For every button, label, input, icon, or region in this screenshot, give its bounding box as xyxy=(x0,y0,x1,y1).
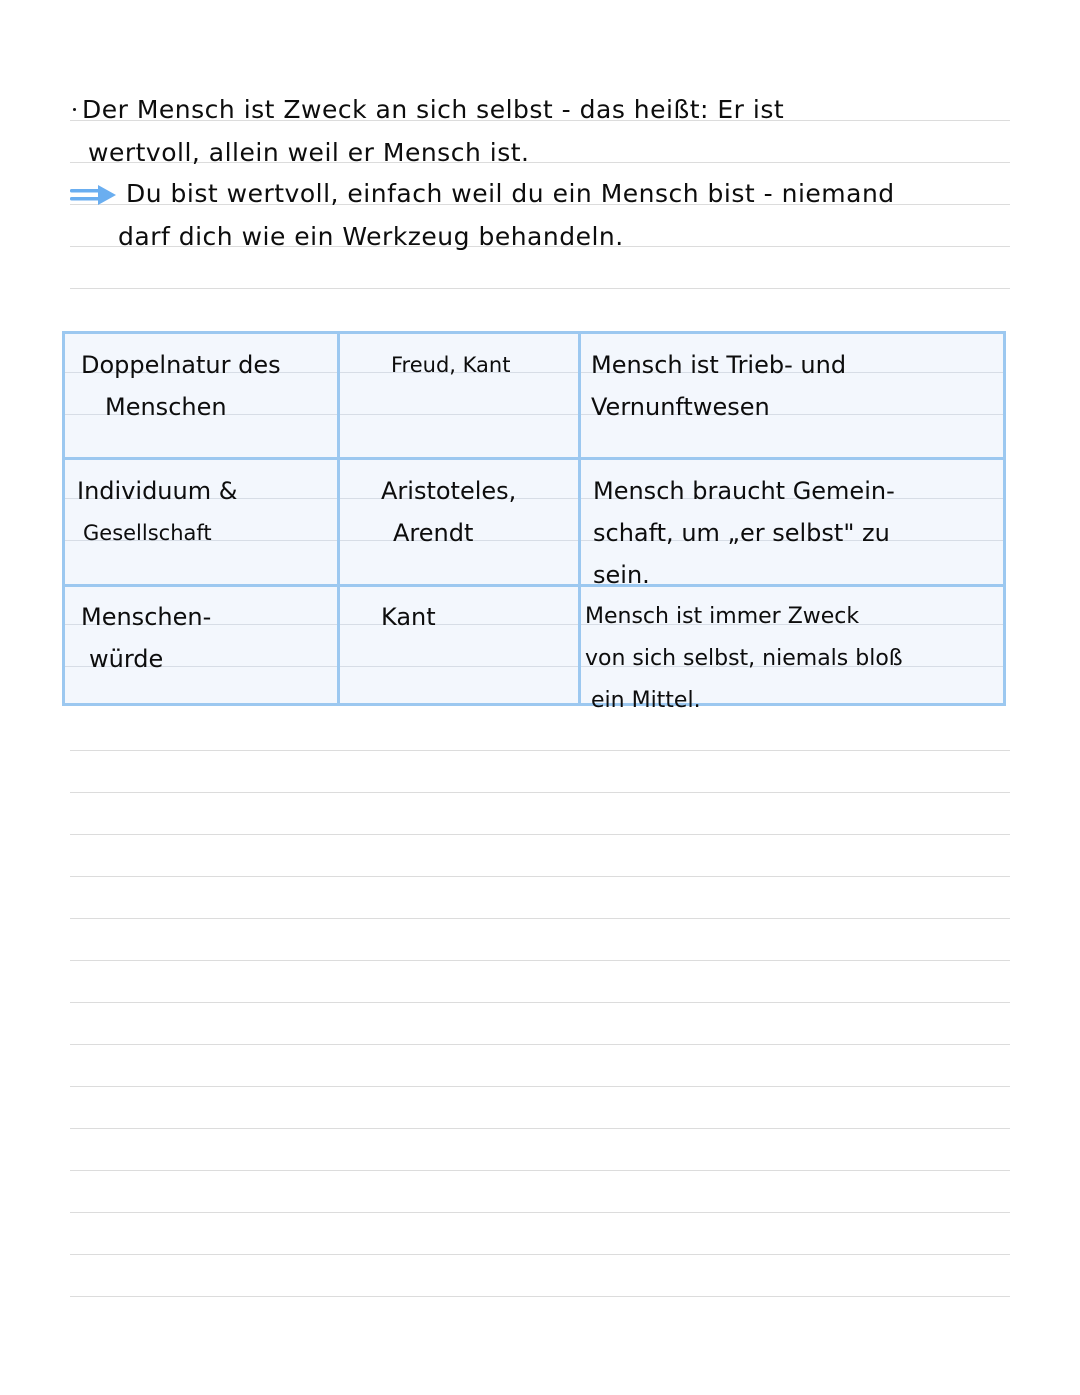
ruled-line xyxy=(70,918,1010,919)
double-arrow-right-icon xyxy=(70,184,116,206)
cell-topic: Individuum & Gesellschaft xyxy=(77,477,238,545)
ruled-line xyxy=(70,1086,1010,1087)
cell-summary: Mensch braucht Gemein- schaft, um „er selbst" zu sein. xyxy=(593,477,895,589)
cell-summary: Mensch ist immer Zweck von sich selbst, niemals bloß ein Mittel. xyxy=(585,604,903,713)
ruled-line xyxy=(70,750,1010,751)
ruled-line xyxy=(70,792,1010,793)
note-line-1: Der Mensch ist Zweck an sich selbst - das heißt: Er ist xyxy=(82,95,785,124)
summary-table xyxy=(62,331,1006,713)
bullet-dot xyxy=(73,108,76,111)
ruled-line xyxy=(70,876,1010,877)
cell-philosophers: Kant xyxy=(381,603,436,631)
cell-philosophers: Aristoteles, Arendt xyxy=(381,477,517,547)
cell-topic: Menschen- würde xyxy=(81,603,212,673)
cell-philosophers: Freud, Kant xyxy=(391,353,511,377)
note-line-3: Du bist wertvoll, einfach weil du ein Mensch bist - niemand xyxy=(126,179,895,208)
ruled-line xyxy=(70,1296,1010,1297)
ruled-line xyxy=(70,1044,1010,1045)
ruled-line xyxy=(70,1128,1010,1129)
column-divider xyxy=(337,334,340,703)
ruled-line xyxy=(70,1254,1010,1255)
ruled-line xyxy=(70,1170,1010,1171)
ruled-line xyxy=(70,1212,1010,1213)
cell-topic: Doppelnatur des Menschen xyxy=(81,351,281,421)
ruled-line xyxy=(70,834,1010,835)
ruled-line xyxy=(70,288,1010,289)
ruled-line xyxy=(70,1002,1010,1003)
ruled-line xyxy=(70,960,1010,961)
row-divider xyxy=(65,457,1003,460)
note-line-2: wertvoll, allein weil er Mensch ist. xyxy=(88,138,530,167)
note-line-4: darf dich wie ein Werkzeug behandeln. xyxy=(118,222,624,251)
cell-summary: Mensch ist Trieb- und Vernunftwesen xyxy=(591,351,847,421)
column-divider xyxy=(578,334,581,703)
